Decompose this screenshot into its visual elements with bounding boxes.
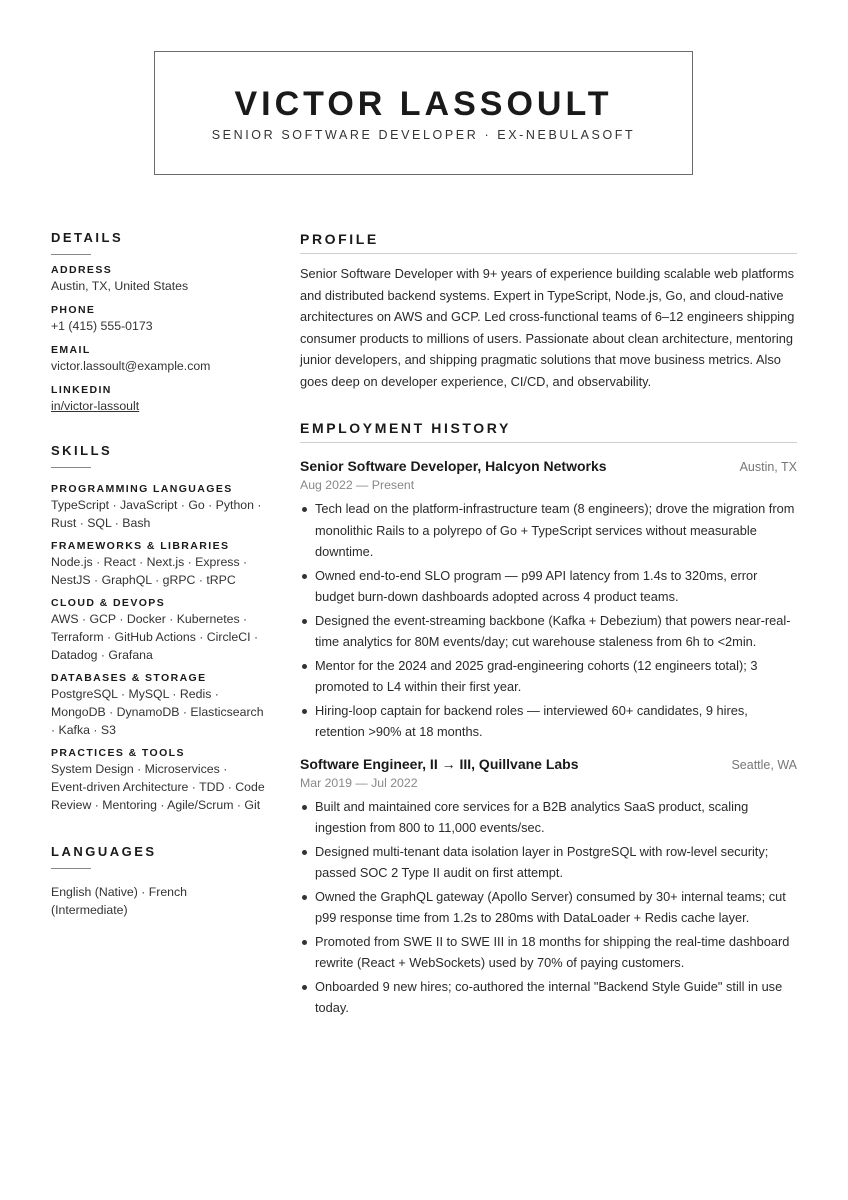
job-header bbox=[300, 755, 797, 774]
skill-group bbox=[51, 483, 266, 532]
detail-label: PHONE bbox=[51, 304, 96, 316]
skill-group bbox=[51, 540, 266, 589]
job-bullet: Tech lead on the platform-infrastructure team (8 engineers); drove the migration from monolithic Rails to a polyrepo of Go + TypeScript services without measurable downtime. bbox=[300, 498, 797, 563]
languages-title: LANGUAGES bbox=[51, 844, 157, 859]
job-location: Seattle, WA bbox=[731, 757, 797, 772]
job-bullets bbox=[300, 498, 797, 743]
details-underline bbox=[51, 254, 91, 255]
job-bullet: Designed multi-tenant data isolation layer in PostgreSQL with row-level security; passed SOC 2 Type II audit on first attempt. bbox=[300, 841, 797, 884]
job-title: Software Engineer, II → III, Quillvane Labs bbox=[300, 755, 579, 772]
detail-value: Austin, TX, United States bbox=[51, 279, 189, 293]
skill-group-value: Node.js · React · Next.js · Express · NestJS · GraphQL · gRPC · tRPC bbox=[51, 555, 248, 587]
job-bullet: Owned the GraphQL gateway (Apollo Server) consumed by 30+ internal teams; cut p99 response time from 1.2s to 280ms with DataLoader + Redis cache layer. bbox=[300, 886, 797, 929]
right-column bbox=[300, 230, 797, 1021]
left-column bbox=[51, 230, 266, 919]
skills-section bbox=[51, 443, 266, 814]
languages-value: English (Native) · French (Intermediate) bbox=[51, 885, 187, 917]
detail-linkedin bbox=[51, 384, 266, 415]
employment-title: EMPLOYMENT HISTORY bbox=[300, 419, 797, 443]
skill-group-value: TypeScript · JavaScript · Go · Python · Rust · SQL · Bash bbox=[51, 498, 262, 530]
details-section bbox=[51, 230, 266, 415]
job-bullet: Built and maintained core services for a B2B analytics SaaS product, scaling ingestion from 800 to 11,000 events/sec. bbox=[300, 796, 797, 839]
resume-header bbox=[154, 51, 693, 175]
job-bullet: Onboarded 9 new hires; co-authored the internal "Backend Style Guide" still in use today. bbox=[300, 976, 797, 1019]
details-title: DETAILS bbox=[51, 230, 124, 245]
job-entry bbox=[300, 457, 797, 743]
job-location: Austin, TX bbox=[739, 460, 797, 474]
skill-group-label: FRAMEWORKS & LIBRARIES bbox=[51, 540, 230, 552]
skill-group-label: PRACTICES & TOOLS bbox=[51, 747, 185, 759]
detail-value: +1 (415) 555-0173 bbox=[51, 319, 153, 333]
skill-group bbox=[51, 597, 266, 664]
job-bullet: Designed the event-streaming backbone (Kafka + Debezium) that powers near-real-time analytics for 80M events/day; cut warehouse staleness from 6h to <2min. bbox=[300, 610, 797, 653]
skills-underline bbox=[51, 467, 91, 468]
job-bullet: Hiring-loop captain for backend roles — interviewed 60+ candidates, 9 hires, retention >90% at 18 months. bbox=[300, 700, 797, 743]
detail-label: EMAIL bbox=[51, 344, 91, 356]
job-bullet: Promoted from SWE II to SWE III in 18 months for shipping the real-time dashboard rewrite (React + WebSockets) used by 70% of paying customers. bbox=[300, 931, 797, 974]
profile-title: PROFILE bbox=[300, 230, 797, 254]
skill-group-label: CLOUD & DEVOPS bbox=[51, 597, 166, 609]
detail-address bbox=[51, 264, 266, 295]
job-bullets bbox=[300, 796, 797, 1019]
job-bullet: Owned end-to-end SLO program — p99 API latency from 1.4s to 320ms, error budget burn-down dashboards adopted across 4 product teams. bbox=[300, 565, 797, 608]
candidate-subtitle: SENIOR SOFTWARE DEVELOPER · EX-NEBULASOFT bbox=[211, 128, 636, 142]
candidate-name: VICTOR LASSOULT bbox=[234, 85, 613, 123]
profile-text: Senior Software Developer with 9+ years of experience building scalable web platforms and distributed backend systems. Expert in TypeScript, Node.js, Go, and cloud-native architectures on AWS and GCP. Led cross-functional teams of 6–12 engineers shipping consumer products to millions of users. Passionate about clean architecture, mentoring junior developers, and shipping pragmatic solutions that move business metrics. Also goes deep on developer experience, CI/CD, and observability. bbox=[300, 266, 795, 389]
detail-label: ADDRESS bbox=[51, 264, 113, 276]
linkedin-link[interactable]: in/victor-lassoult bbox=[51, 399, 140, 413]
detail-email bbox=[51, 344, 266, 375]
skill-group-label: DATABASES & STORAGE bbox=[51, 672, 207, 684]
job-title: Senior Software Developer, Halcyon Networks bbox=[300, 458, 607, 474]
employment-section bbox=[300, 419, 797, 1019]
detail-phone bbox=[51, 304, 266, 335]
skills-title: SKILLS bbox=[51, 443, 113, 458]
profile-section bbox=[300, 230, 797, 392]
skill-group-label: PROGRAMMING LANGUAGES bbox=[51, 483, 233, 495]
skill-group-value: AWS · GCP · Docker · Kubernetes · Terraform · GitHub Actions · CircleCI · Datadog · Grafana bbox=[51, 612, 259, 662]
skill-group-value: PostgreSQL · MySQL · Redis · MongoDB · DynamoDB · Elasticsearch · Kafka · S3 bbox=[51, 687, 264, 737]
languages-section bbox=[51, 844, 266, 919]
job-header bbox=[300, 457, 797, 476]
job-bullet: Mentor for the 2024 and 2025 grad-engineering cohorts (12 engineers total); 3 promoted to L4 within their first year. bbox=[300, 655, 797, 698]
job-entry bbox=[300, 755, 797, 1019]
job-dates: Aug 2022 — Present bbox=[300, 478, 415, 492]
skill-group-value: System Design · Microservices · Event-driven Architecture · TDD · Code Review · Mentoring · Agile/Scrum · Git bbox=[51, 762, 265, 812]
detail-value: victor.lassoult@example.com bbox=[51, 359, 211, 373]
job-dates: Mar 2019 — Jul 2022 bbox=[300, 775, 418, 790]
skill-group bbox=[51, 672, 266, 739]
skill-group bbox=[51, 747, 266, 814]
languages-underline bbox=[51, 868, 91, 869]
detail-label: LINKEDIN bbox=[51, 384, 112, 396]
